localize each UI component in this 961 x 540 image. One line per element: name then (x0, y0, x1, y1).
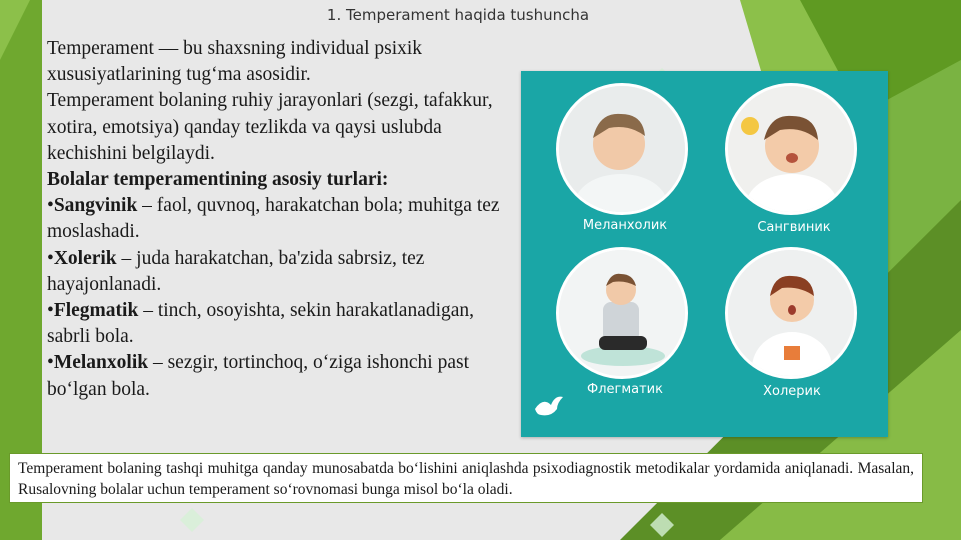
note-text: Temperament bolaning tashqi muhitga qanday munosabatda bo‘lishini aniqlashda psixodiagnostik metodikalar yordamida aniqlanadi. Masalan, Rusalovning bolalar uchun temperament so‘rovnomasi bunga misol bo‘la oladi. (18, 460, 914, 498)
slide-title: 1. Temperament haqida tushuncha (326, 6, 590, 24)
label-choleric: Холерик (763, 384, 821, 399)
dove-icon (533, 393, 565, 419)
types-heading: Bolalar temperamentining asosiy turlari: (47, 169, 389, 191)
type-item-sanguine: •Sangvinik – faol, quvnoq, harakatchan bola; muhitga tez moslashadi. (47, 195, 500, 243)
type-item-choleric: •Xolerik – juda harakatchan, ba'zida sabrsiz, tez hayajonlanadi. (47, 247, 425, 295)
intro-paragraph: Temperament bolaning ruhiy jarayonlari (sezgi, tafakkur, xotira, emotsiya) qanday tezlikda va qaysi uslubda kechishini belgilaydi. (47, 90, 493, 164)
label-phlegmatic: Флегматик (587, 382, 663, 397)
choleric-child-photo (725, 247, 857, 379)
temperament-photo-panel (521, 71, 888, 437)
intro-paragraph: Temperament — bu shaxsning individual psixik xususiyatlarining tug‘ma asosidir. (47, 38, 423, 86)
note-box (9, 453, 923, 503)
phlegmatic-child-photo (556, 247, 688, 379)
type-item-phlegmatic: •Flegmatik – tinch, osoyishta, sekin harakatlanadigan, sabrli bola. (47, 300, 475, 348)
type-item-melancholic: •Melanxolik – sezgir, tortinchoq, o‘ziga ishonchi past bo‘lgan bola. (47, 352, 469, 400)
melancholic-child-photo (556, 83, 688, 215)
sanguine-child-photo (725, 83, 857, 215)
label-melancholic: Меланхолик (582, 218, 668, 233)
label-sanguine: Сангвиник (757, 220, 831, 235)
main-text (47, 36, 517, 403)
